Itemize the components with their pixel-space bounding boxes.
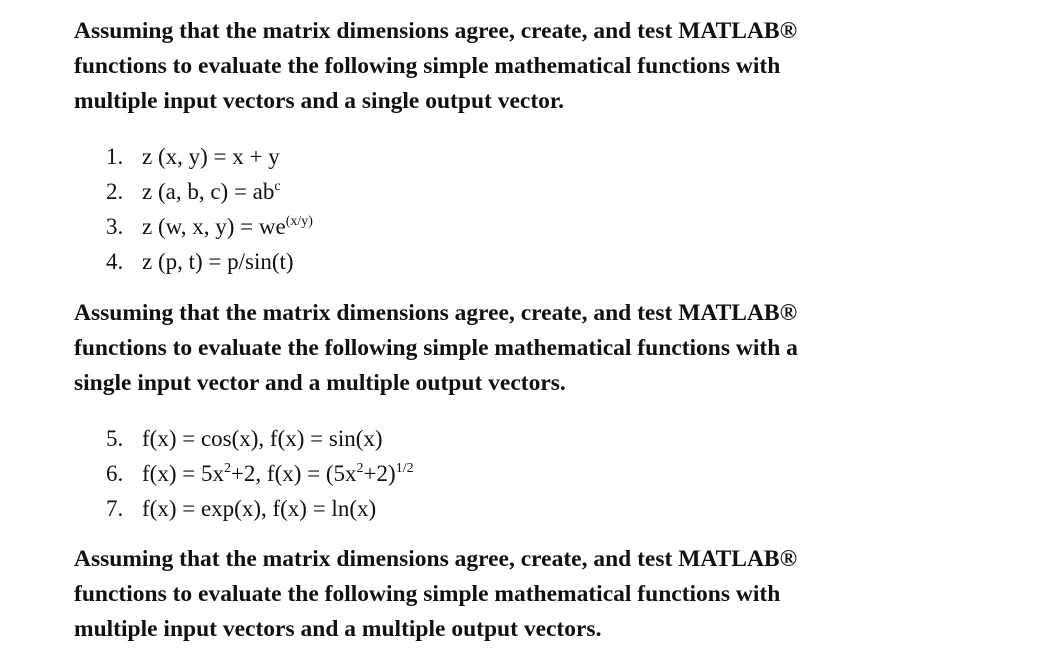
heading-line: Assuming that the matrix dimensions agree, create, and test MATLAB® (74, 18, 798, 44)
item-formula: z (w, x, y) = we (142, 214, 286, 239)
section-2-heading (74, 296, 974, 401)
item-formula: f(x) = exp(x), f(x) = ln(x) (142, 496, 377, 521)
item-superscript: c (274, 179, 281, 194)
list-item (106, 174, 313, 209)
heading-line: functions to evaluate the following simple mathematical functions with a (74, 335, 798, 361)
item-number: 2. (106, 179, 124, 204)
heading-line: single input vector and a multiple output vectors. (74, 370, 566, 396)
item-formula: f(x) = 5x (142, 461, 224, 486)
item-number: 4. (106, 249, 124, 274)
item-number: 7. (106, 496, 124, 521)
heading-line: Assuming that the matrix dimensions agree, create, and test MATLAB® (74, 546, 798, 572)
item-formula: +2, f(x) = (5x (230, 461, 357, 486)
list-item (106, 421, 414, 456)
item-number: 6. (106, 461, 124, 486)
item-superscript: 2 (356, 461, 364, 476)
item-formula: z (x, y) = x + y (142, 144, 280, 169)
item-superscript: 1/2 (395, 461, 414, 476)
item-formula: z (p, t) = p/sin(t) (142, 249, 294, 274)
item-number: 3. (106, 214, 124, 239)
heading-line: functions to evaluate the following simple mathematical functions with (74, 581, 781, 607)
list-item (106, 139, 313, 174)
section-2-list (106, 421, 414, 526)
item-formula: f(x) = cos(x), f(x) = sin(x) (142, 426, 383, 451)
item-superscript: 2 (223, 461, 231, 476)
heading-line: functions to evaluate the following simple mathematical functions with (74, 53, 781, 79)
item-formula: +2) (363, 461, 396, 486)
list-item (106, 244, 313, 279)
item-superscript: (x/y) (285, 214, 313, 229)
heading-line: Assuming that the matrix dimensions agree, create, and test MATLAB® (74, 300, 798, 326)
list-item (106, 491, 414, 526)
heading-line: multiple input vectors and a single output vector. (74, 88, 565, 114)
item-number: 1. (106, 144, 124, 169)
list-item (106, 456, 414, 491)
section-3-heading (74, 542, 974, 647)
heading-line: multiple input vectors and a multiple output vectors. (74, 616, 602, 642)
section-1-list (106, 139, 313, 279)
item-formula: z (a, b, c) = ab (142, 179, 275, 204)
list-item (106, 209, 313, 244)
item-number: 5. (106, 426, 124, 451)
section-1-heading (74, 14, 974, 119)
